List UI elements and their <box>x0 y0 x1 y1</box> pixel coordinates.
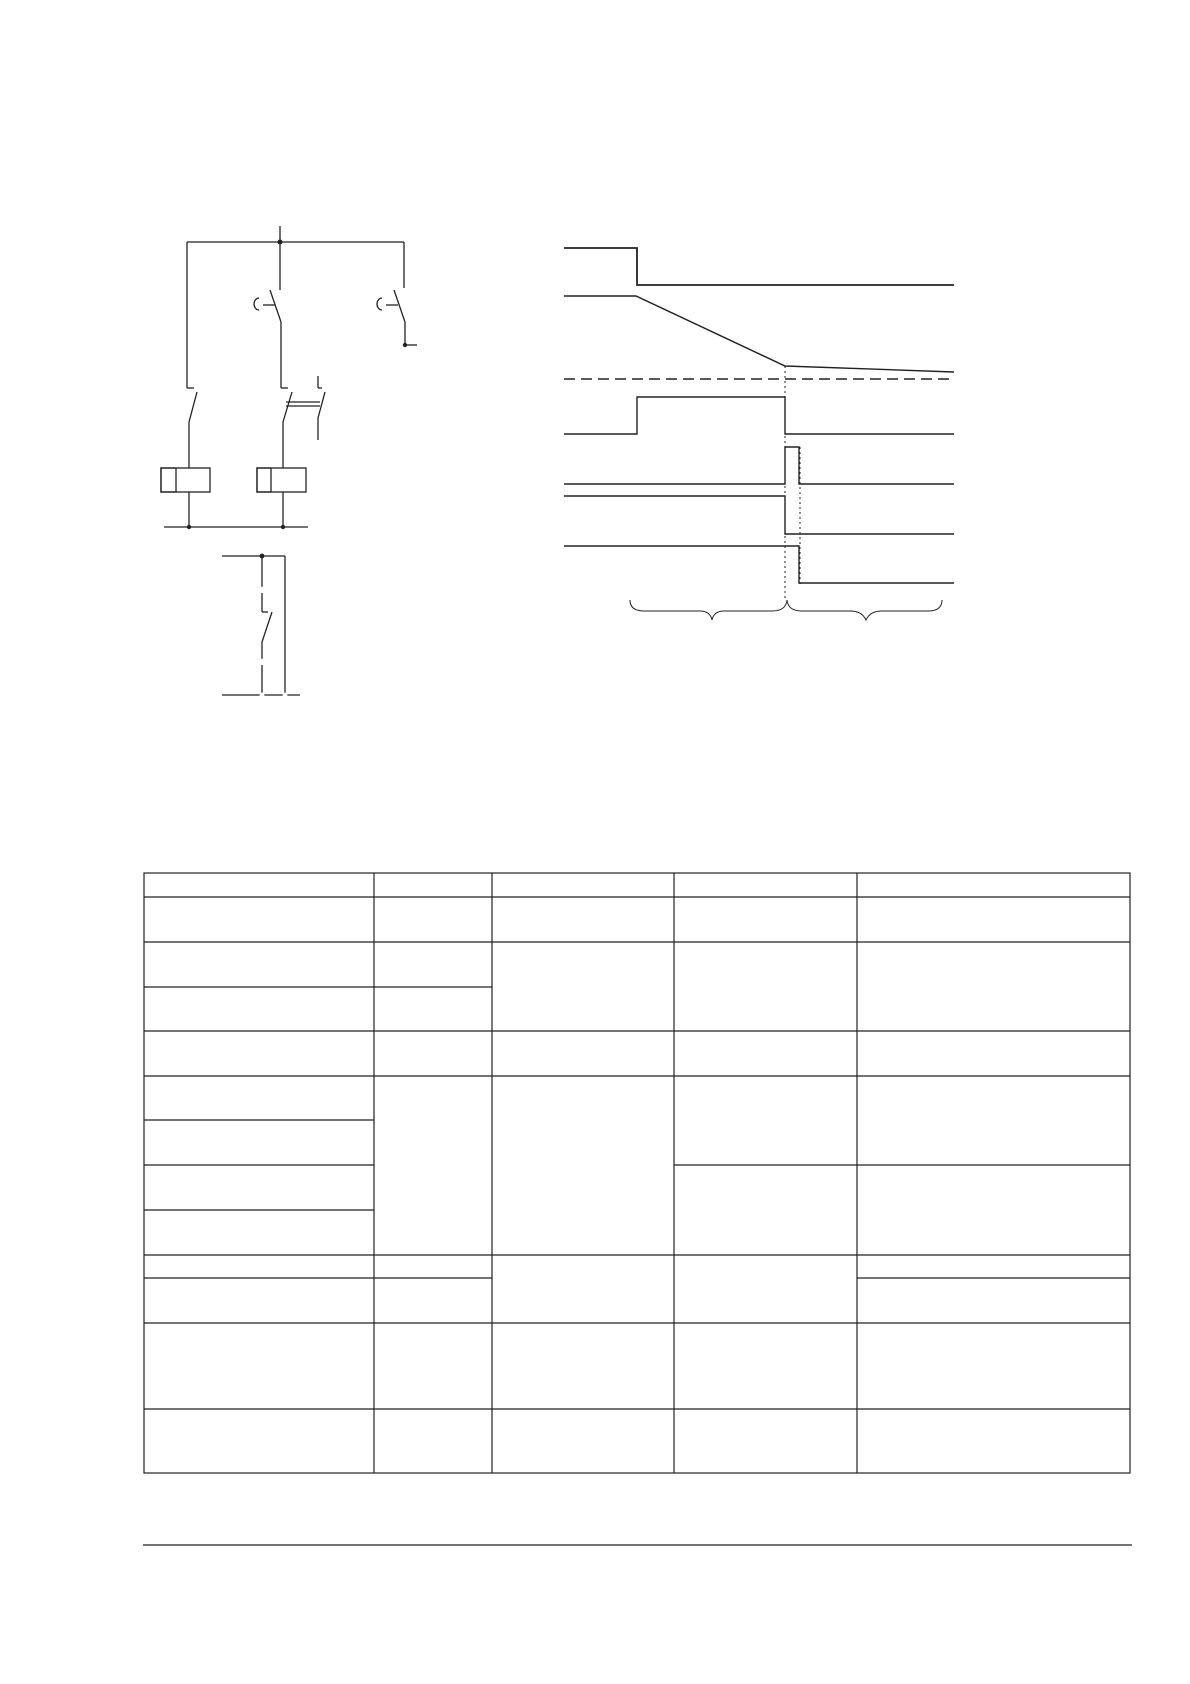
timing-trace-2 <box>564 296 954 372</box>
pushbutton-right[interactable] <box>377 290 405 322</box>
timing-trace-5 <box>564 447 954 484</box>
terminal-circuit <box>222 554 300 698</box>
relay-contact-left <box>187 388 197 422</box>
bottom-node-middle <box>281 525 285 529</box>
terminal-2 <box>259 659 265 665</box>
timing-diagram <box>564 248 954 620</box>
timing-trace-7 <box>564 546 954 583</box>
data-table <box>144 873 1130 1473</box>
relay-coil-left <box>161 468 210 492</box>
timing-brace-right <box>787 600 942 620</box>
pushbutton-left[interactable] <box>254 290 281 322</box>
timing-trace-4 <box>564 397 954 434</box>
bottom-node-left <box>187 525 191 529</box>
terminal-contact <box>262 612 272 642</box>
terminal-1 <box>259 587 265 593</box>
terminal-3 <box>260 693 265 698</box>
relay-coil-middle <box>257 468 306 492</box>
table-border <box>144 873 1130 1473</box>
aux-terminal-bottom <box>315 440 321 446</box>
relay-contact-middle <box>281 388 325 422</box>
timing-brace-left <box>630 600 787 620</box>
aux-terminal-top <box>315 370 321 376</box>
terminal-4 <box>283 693 288 698</box>
timing-trace-1 <box>564 248 954 285</box>
timing-trace-6 <box>564 496 954 534</box>
circuit-schematic <box>161 226 417 529</box>
